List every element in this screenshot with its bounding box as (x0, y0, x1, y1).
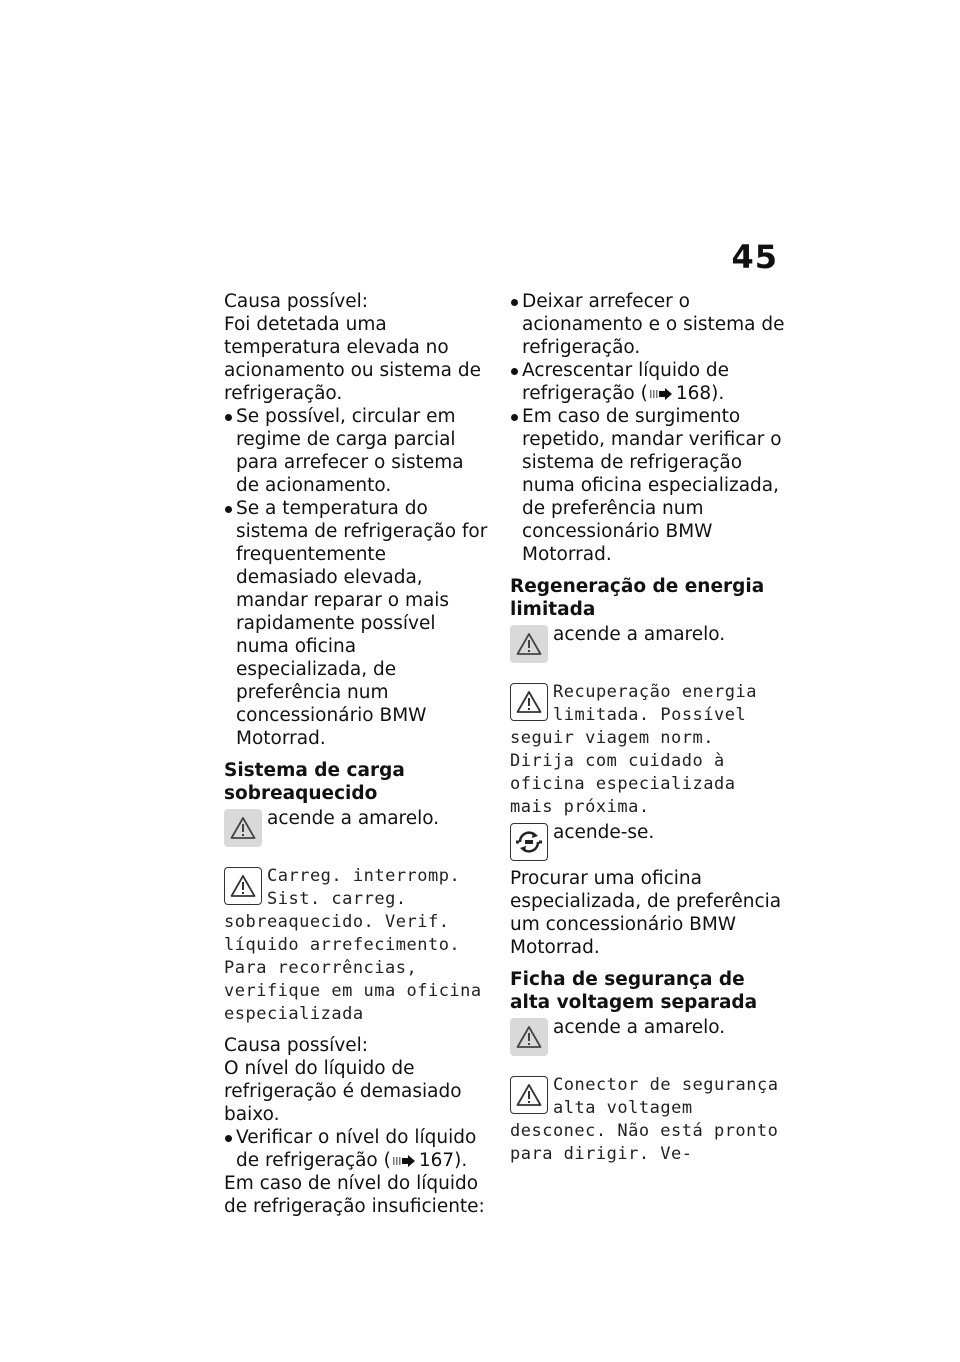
list-item: Deixar arrefecer o acionamento e o sistema de refrigeração. (510, 290, 785, 359)
warning-triangle-icon (510, 625, 548, 663)
right-column (510, 290, 785, 1166)
page-reference-arrow-icon (393, 1155, 417, 1167)
list-item (510, 359, 785, 405)
warning-light-line (224, 807, 492, 853)
page-number: 45 (731, 238, 778, 276)
display-message (224, 865, 492, 1026)
list-item: Se a temperatura do sistema de refrigeração for frequentemente demasiado elevada, mandar reparar o mais rapidamente possível numa oficina especializada, de preferência num concessionário BMW Motorrad. (224, 497, 492, 750)
list-item: Se possível, circular em regime de carga parcial para arrefecer o sistema de acionamento. (224, 405, 492, 497)
cause-text: O nível do líquido de refrigeração é demasiado baixo. (224, 1058, 462, 1125)
page-reference-arrow-icon (650, 388, 674, 400)
section-title-charging-system: Sistema de carga sobreaquecido (224, 760, 405, 804)
lights-text: acende a amarelo. (553, 1017, 726, 1038)
bullet-list (224, 405, 492, 750)
warning-light-line (510, 1016, 785, 1062)
list-item-text: Acrescentar líquido de refrigeração ( (522, 360, 730, 404)
display-message-text: Recuperação energia limitada. Possível seguir viagem norm. Dirija com cuidado à oficina especializada mais próxima. (510, 682, 757, 817)
page-reference[interactable]: 168). (675, 383, 725, 404)
warning-triangle-outline-icon (510, 683, 548, 721)
warning-triangle-outline-icon (510, 1076, 548, 1114)
display-message (510, 1074, 785, 1166)
lights-text: acende a amarelo. (553, 624, 726, 645)
cause-label: Causa possível: (224, 1035, 369, 1056)
indicator-text: acende-se. (553, 822, 655, 843)
list-item (224, 1126, 492, 1172)
energy-regeneration-icon (510, 823, 548, 861)
section-title-energy-regeneration: Regeneração de energia limitada (510, 576, 765, 620)
page-reference[interactable]: 167). (418, 1150, 468, 1171)
warning-light-line (510, 623, 785, 669)
instruction-text: Procurar uma oficina especializada, de preferência um concessionário BMW Motorrad. (510, 868, 782, 958)
left-column (224, 290, 492, 1218)
display-message (510, 681, 785, 819)
list-item-text: Verificar o nível do líquido de refrigeração ( (236, 1127, 477, 1171)
warning-triangle-icon (224, 809, 262, 847)
display-message-text: Carreg. interromp. Sist. carreg. sobreaquecido. Verif. líquido arrefecimento. Para recorrências, verifique em uma oficina especializada (224, 866, 482, 1024)
bullet-list (224, 1126, 492, 1172)
warning-triangle-icon (510, 1018, 548, 1056)
after-text: Em caso de nível do líquido de refrigeração insuficiente: (224, 1173, 485, 1217)
cause-label: Causa possível: (224, 291, 369, 312)
warning-triangle-outline-icon (224, 867, 262, 905)
display-message-text: Conector de segurança alta voltagem desconec. Não está pronto para dirigir. Ve- (510, 1075, 779, 1164)
bullet-list (510, 290, 785, 566)
cause-text: Foi detetada uma temperatura elevada no acionamento ou sistema de refrigeração. (224, 314, 481, 404)
indicator-light-line (510, 821, 785, 867)
lights-text: acende a amarelo. (267, 808, 440, 829)
list-item: Em caso de surgimento repetido, mandar verificar o sistema de refrigeração numa oficina especializada, de preferência num concessionário BMW Motorrad. (510, 405, 785, 566)
section-title-hv-safety-plug: Ficha de segurança de alta voltagem separada (510, 969, 758, 1013)
